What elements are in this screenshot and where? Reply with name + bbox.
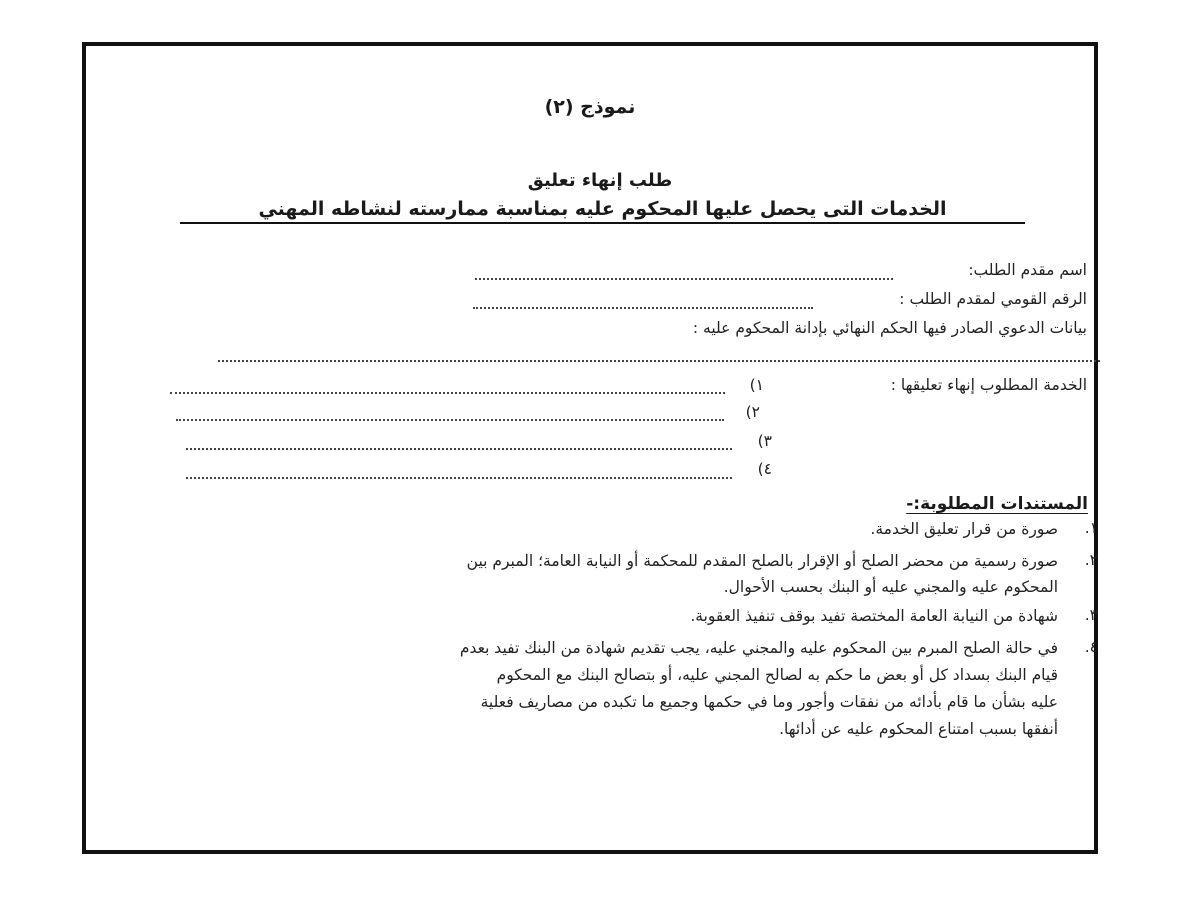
national-id-label: الرقم القومي لمقدم الطلب :	[899, 290, 1087, 308]
doc-item-4-line-3: عليه بشأن ما قام بأدائه من نفقات وأجور وما في حكمها وجميع ما تكبده من مصاريف فعلية	[480, 693, 1058, 711]
form-title: طلب إنهاء تعليق	[527, 170, 673, 191]
doc-number-1: ١.	[1084, 519, 1098, 537]
doc-item-4-line-1: في حالة الصلح المبرم بين المحكوم عليه والمجني عليه، يجب تقديم شهادة من البنك تفيد بعدم	[459, 639, 1058, 657]
doc-number-3: ٣.	[1084, 606, 1098, 624]
doc-number-4: ٤.	[1084, 638, 1098, 656]
doc-item-4-line-2: قيام البنك بسداد كل أو بعض ما حكم به لصالح المجني عليه، أو بتصالح البنك مع المحكوم	[496, 666, 1058, 684]
doc-number-2: ٢.	[1084, 551, 1098, 569]
case-details-label: بيانات الدعوي الصادر فيها الحكم النهائي بإدانة المحكوم عليه :	[692, 319, 1087, 337]
service-number-4: ٤)	[757, 460, 772, 478]
case-details-field[interactable]	[218, 360, 1100, 362]
services-label: الخدمة المطلوب إنهاء تعليقها :	[890, 376, 1087, 394]
applicant-name-field[interactable]	[475, 278, 893, 280]
service-field-4[interactable]	[186, 477, 732, 479]
service-number-2: ٢)	[745, 403, 760, 421]
doc-item-4-line-4: أنفقها بسبب امتناع المحكوم عليه عن أدائها.	[779, 720, 1058, 738]
service-number-3: ٣)	[757, 432, 772, 450]
doc-item-3-line-1: شهادة من النيابة العامة المختصة تفيد بوقف تنفيذ العقوبة.	[690, 607, 1058, 625]
doc-item-1-line-1: صورة من قرار تعليق الخدمة.	[870, 520, 1058, 538]
national-id-field[interactable]	[473, 307, 813, 309]
service-field-1[interactable]	[170, 392, 725, 394]
service-field-2[interactable]	[176, 419, 724, 421]
service-number-1: ١)	[749, 376, 764, 394]
doc-item-2-line-2: المحكوم عليه والمجني عليه أو البنك بحسب الأحوال.	[723, 578, 1058, 596]
form-number: نموذج (٢)	[544, 96, 636, 118]
applicant-name-label: اسم مقدم الطلب:	[968, 261, 1087, 279]
required-documents-heading: المستندات المطلوبة:-	[906, 494, 1088, 514]
doc-item-2-line-1: صورة رسمية من محضر الصلح أو الإقرار بالصلح المقدم للمحكمة أو النيابة العامة؛ المبرم بين	[466, 552, 1058, 570]
service-field-3[interactable]	[186, 448, 732, 450]
form-subtitle: الخدمات التى يحصل عليها المحكوم عليه بمناسبة ممارسته لنشاطه المهني	[180, 198, 1025, 224]
